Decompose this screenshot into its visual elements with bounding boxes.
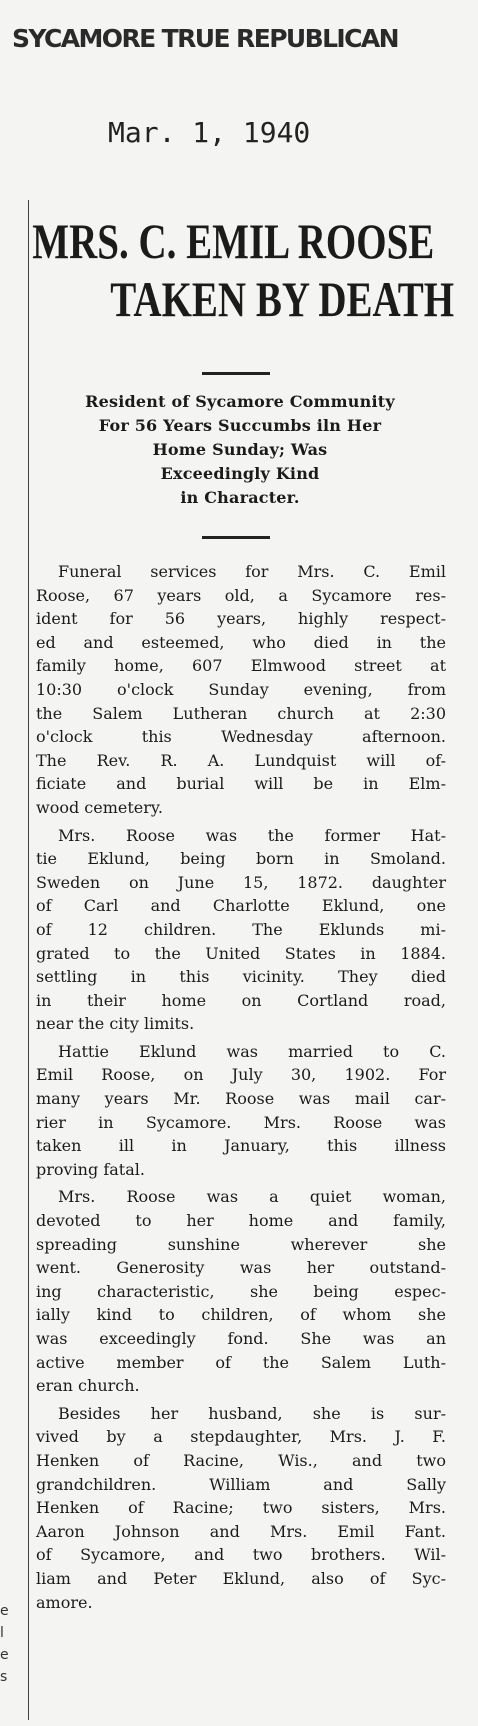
article-line: taken ill in January, this illness bbox=[36, 1136, 446, 1156]
article-line: The Rev. R. A. Lundquist will of- bbox=[36, 750, 446, 770]
deck-line: in Character. bbox=[180, 488, 300, 507]
article-line: Funeral services for Mrs. C. Emil bbox=[58, 562, 446, 581]
headline bbox=[32, 212, 455, 328]
divider-rule bbox=[202, 372, 270, 375]
adjacent-column-fragment bbox=[0, 1600, 10, 1688]
article-line: 10:30 o'clock Sunday evening, from bbox=[36, 679, 446, 699]
article-line: many years Mr. Roose was mail car- bbox=[36, 1089, 446, 1109]
deck-line: For 56 Years Succumbs iln Her bbox=[98, 416, 382, 435]
article-line: ially kind to children, of whom she bbox=[36, 1305, 446, 1325]
article-line: settling in this vicinity. They died bbox=[36, 967, 446, 987]
article-line: Henken of Racine; two sisters, Mrs. bbox=[36, 1498, 446, 1518]
article-line: family home, 607 Elmwood street at bbox=[36, 656, 446, 676]
article-paragraph bbox=[36, 824, 446, 1036]
article-line: eran church. bbox=[36, 1376, 140, 1396]
article-line: Roose, 67 years old, a Sycamore res- bbox=[36, 585, 446, 605]
article-paragraph bbox=[36, 1185, 446, 1397]
headline-line-1: MRS. C. EMIL ROOSE bbox=[32, 213, 435, 269]
article-line: proving fatal. bbox=[36, 1159, 145, 1179]
deck-line: Home Sunday; Was bbox=[152, 440, 328, 459]
article-body bbox=[36, 560, 446, 1618]
article-line: Hattie Eklund was married to C. bbox=[58, 1041, 446, 1061]
publication-date: Mar. 1, 1940 bbox=[108, 116, 311, 149]
column-rule bbox=[28, 200, 29, 1720]
article-paragraph bbox=[36, 560, 446, 820]
edge-fragment-char: e bbox=[0, 1647, 9, 1663]
article-line: spreading sunshine wherever she bbox=[36, 1234, 446, 1254]
edge-fragment-char: l bbox=[0, 1625, 4, 1641]
article-line: of 12 children. The Eklunds mi- bbox=[36, 919, 446, 939]
article-line: Emil Roose, on July 30, 1902. For bbox=[36, 1065, 446, 1085]
deck-line: Exceedingly Kind bbox=[160, 464, 320, 483]
article-line: was exceedingly fond. She was an bbox=[36, 1329, 446, 1348]
article-line: ed and esteemed, who died in the bbox=[36, 632, 446, 652]
article-line: went. Generosity was her outstand- bbox=[36, 1258, 446, 1278]
article-line: in their home on Cortland road, bbox=[36, 990, 446, 1010]
article-line: devoted to her home and family, bbox=[36, 1211, 446, 1231]
article-line: tie Eklund, being born in Smoland. bbox=[36, 849, 446, 869]
article-line: o'clock this Wednesday afternoon. bbox=[36, 727, 446, 747]
article-line: grandchildren. William and Sally bbox=[36, 1474, 446, 1494]
edge-fragment-char: e bbox=[0, 1603, 9, 1619]
deck-line: Resident of Sycamore Community bbox=[85, 392, 395, 411]
article-line: ficiate and burial will be in Elm- bbox=[36, 774, 446, 794]
article-line: Aaron Johnson and Mrs. Emil Fant. bbox=[36, 1521, 446, 1541]
article-line: grated to the United States in 1884. bbox=[36, 943, 446, 963]
headline-line-2: TAKEN BY DEATH bbox=[110, 271, 455, 327]
article-line: Henken of Racine, Wis., and two bbox=[36, 1450, 446, 1470]
article-line: wood cemetery. bbox=[36, 797, 163, 817]
article-line: near the city limits. bbox=[36, 1014, 195, 1034]
article-line: rier in Sycamore. Mrs. Roose was bbox=[36, 1112, 446, 1132]
article-line: of Carl and Charlotte Eklund, one bbox=[36, 896, 446, 916]
article-line: vived by a stepdaughter, Mrs. J. F. bbox=[36, 1427, 446, 1447]
subheadline-deck bbox=[36, 390, 444, 510]
masthead: SYCAMORE TRUE REPUBLICAN bbox=[12, 24, 398, 53]
article-line: Besides her husband, she is sur- bbox=[58, 1403, 446, 1423]
article-line: Sweden on June 15, 1872. daughter bbox=[36, 872, 446, 892]
article-line: active member of the Salem Luth- bbox=[36, 1352, 446, 1372]
article-line: Mrs. Roose was a quiet woman, bbox=[58, 1187, 446, 1207]
article-line: the Salem Lutheran church at 2:30 bbox=[36, 703, 446, 723]
article-paragraph bbox=[36, 1402, 446, 1614]
article-paragraph bbox=[36, 1040, 446, 1182]
edge-fragment-char: s bbox=[0, 1669, 8, 1685]
article-line: amore. bbox=[36, 1592, 93, 1612]
article-line: Mrs. Roose was the former Hat- bbox=[58, 825, 446, 845]
article-line: liam and Peter Eklund, also of Syc- bbox=[36, 1568, 446, 1588]
divider-rule bbox=[202, 536, 270, 539]
article-line: ident for 56 years, highly respect- bbox=[36, 609, 446, 629]
article-line: ing characteristic, she being espec- bbox=[36, 1281, 446, 1301]
article-line: of Sycamore, and two brothers. Wil- bbox=[36, 1545, 446, 1565]
